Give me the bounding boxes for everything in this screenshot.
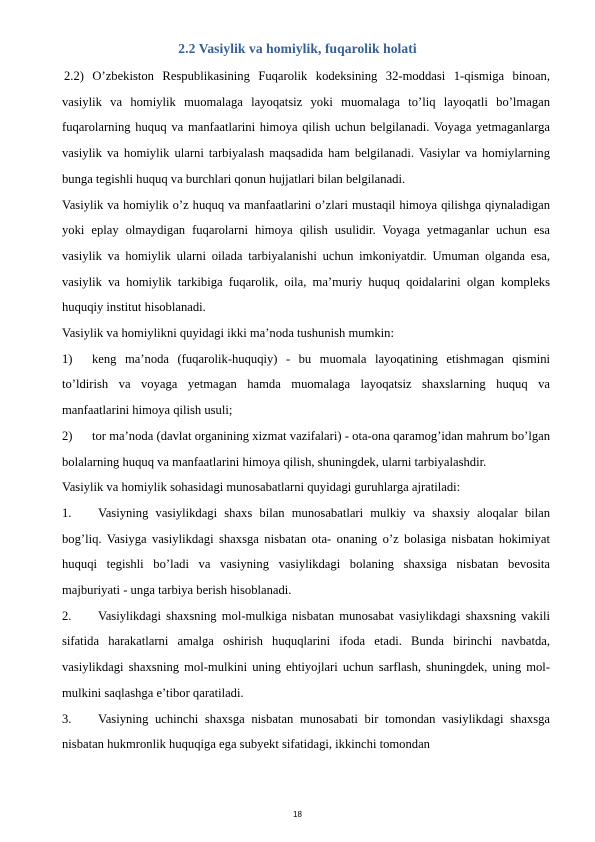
list-number: 2) (62, 428, 73, 443)
body-text (62, 64, 550, 758)
list-text: Vasiyning uchinchi shaxsga nisbatan munosabati bir tomondan vasiylikdagi shaxsga nisbatan hukmronlik huquqiga ega subyekt sifatidagi, ikkinchi tomondan (62, 711, 550, 752)
list-number: 1) (62, 351, 73, 366)
meaning-item-2 (62, 424, 550, 475)
page-number: 18 (293, 810, 302, 819)
paragraph-meanings-lead: Vasiylik va homiylikni quyidagi ikki ma’noda tushunish mumkin: (62, 326, 394, 341)
group-item-2 (62, 604, 550, 707)
group-item-1 (62, 501, 550, 604)
paragraph-groups-lead: Vasiylik va homiylik sohasidagi munosabatlarni quyidagi guruhlarga ajratiladi: (62, 480, 461, 495)
list-number: 2. (62, 608, 72, 623)
section-heading: 2.2 Vasiylik va homiylik, fuqarolik holati (178, 41, 417, 56)
list-text: Vasiylikdagi shaxsning mol-mulkiga nisbatan munosabat vasiylikdagi shaxsning vakili sifatida harakatlarni amalga oshirish huquqlarini ifoda etadi. Bunda birinchi navbatda, vasiylikdagi shaxsning mol-mulkini uning ehtiyojlari uchun sarflash, shuningdek, uning mol- mulkini saqlashga e’tibor qaratiladi. (62, 608, 550, 700)
list-number: 3. (62, 711, 72, 726)
list-text: Vasiyning vasiylikdagi shaxs bilan munosabatlari mulkiy va shaxsiy aloqalar bilan bog’liq. Vasiyga vasiylikdagi shaxsga nisbatan ota- onaning o’z bolasiga nisbatan hokimiyat huquqi tegishli bo’ladi va vasiyning vasiylikdagi bolaning shaxsiga nisbatan bevosita majburiyati - unga tarbiya berish hisoblanadi. (62, 505, 550, 598)
paragraph-definition: Vasiylik va homiylik o’z huquq va manfaatlarini o’zlari mustaqil himoya qilishga qiynaladigan yoki eplay olmaydigan fuqarolarni himoya qilish usulidir. Voyaga yetmaganlar uchun esa vasiylik va homiylik ularni oilada tarbiyalanishi uchun imkoniyatdir. Umuman olganda esa, vasiylik va homiylik tarkibiga fuqarolik, oila, ma’muriy huquq qoidalarini olgan kompleks huquqiy institut hisoblanadi. (62, 197, 550, 315)
paragraph-intro: 2.2) O’zbekiston Respublikasining Fuqarolik kodeksining 32-moddasi 1-qismiga binoan, vasiylik va homiylik muomalaga layoqatsiz yoki muomalaga to’liq layoqatli bo’lmagan fuqarolarning huquq va manfaatlarini himoya qilish uchun belgilanadi. Voyaga yetmaganlarga vasiylik va homiylik ularni tarbiyalash maqsadida ham belgilanadi. Vasiylar va homiylarning bunga tegishli huquq va burchlari qonun hujjatlari bilan belgilanadi. (62, 69, 550, 186)
list-number: 1. (62, 505, 72, 520)
meaning-item-1 (62, 347, 550, 424)
list-text: keng ma’noda (fuqarolik-huquqiy) - bu muomala layoqatining etishmagan qismini to’ldirish va voyaga yetmagan hamda muomalaga layoqatsiz shaxslarning huquq va manfaatlarini himoya qilish usuli; (62, 351, 550, 418)
list-text: tor ma’noda (davlat organining xizmat vazifalari) - ota-ona qaramog’idan mahrum bo’lgan bolalarning huquq va manfaatlarini himoya qilish, shuningdek, ularni tarbiyalashdir. (62, 428, 550, 469)
group-item-3 (62, 707, 550, 758)
